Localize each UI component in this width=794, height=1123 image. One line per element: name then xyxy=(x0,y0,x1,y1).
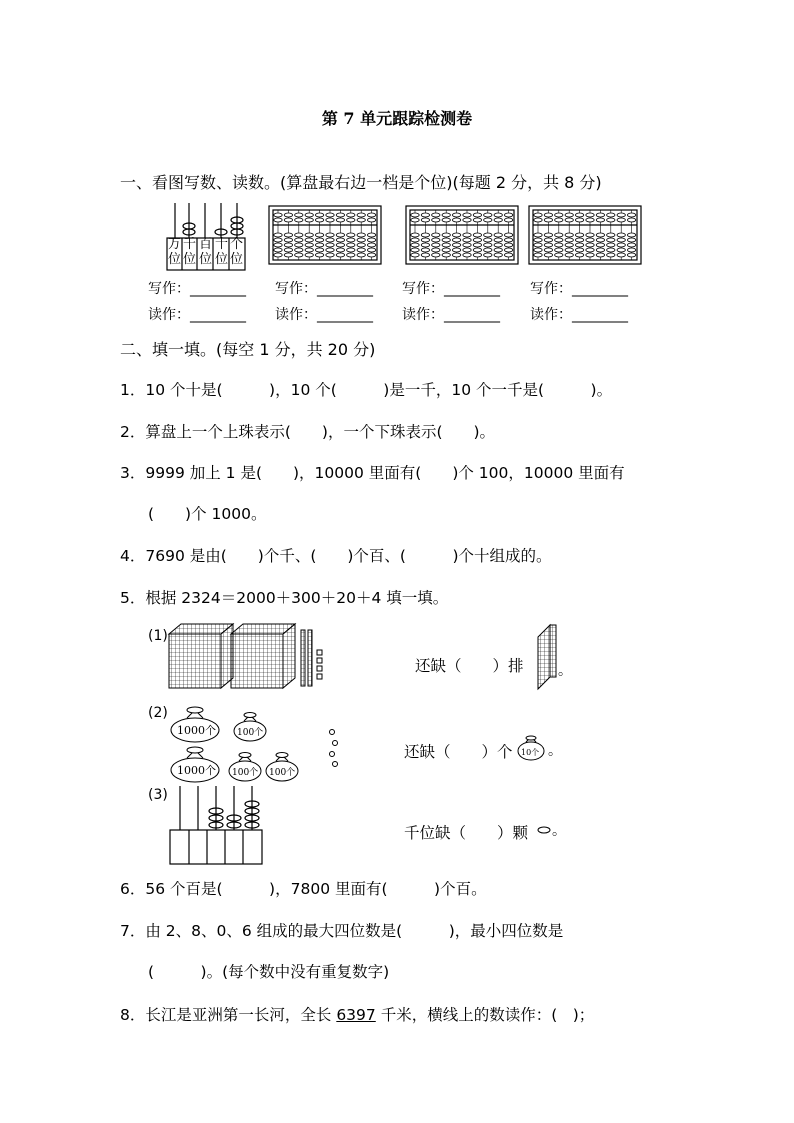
write-label-2: 写作：________ xyxy=(275,281,373,297)
q5-3-label: (3) xyxy=(148,787,168,803)
question-2: 2．算盘上一个上珠表示( )，一个下珠表示( )。 xyxy=(120,423,496,441)
write-label-4: 写作：________ xyxy=(530,281,628,297)
read-label-3: 读作：________ xyxy=(402,307,500,323)
ten-bag-icon xyxy=(516,733,566,763)
q5-3-text: 千位缺（ ）颗 xyxy=(404,824,529,842)
abacus-3 xyxy=(528,205,643,265)
bead-icon xyxy=(536,820,566,840)
counting-frame-2324 xyxy=(168,784,268,866)
question-4: 4．7690 是由( )个千、( )个百、( )个十组成的。 xyxy=(120,547,552,565)
q5-2-text: 还缺（ ）个 xyxy=(404,743,513,761)
write-label-3: 写作：________ xyxy=(402,281,500,297)
question-7b: ( )。(每个数中没有重复数字) xyxy=(148,963,390,981)
abacus-3-beads xyxy=(534,210,636,260)
question-1: 1．10 个十是( )，10 个( )是一千，10 个一千是( )。 xyxy=(120,381,613,399)
question-5: 5．根据 2324＝2000＋300＋20＋4 填一填。 xyxy=(120,589,449,607)
q5-2-label: (2) xyxy=(148,705,168,721)
base-ten-blocks-figure xyxy=(167,620,332,692)
svg-text:。: 。 xyxy=(552,823,566,839)
hundred-flat-icon xyxy=(536,623,572,691)
abacus-2-beads xyxy=(411,210,513,260)
question-8-suffix: 千米，横线上的数读作：( )； xyxy=(380,1006,595,1024)
money-bags-figure xyxy=(165,700,345,785)
page-title: 第 7 单元跟踪检测卷 xyxy=(321,109,473,128)
abacus-1 xyxy=(268,205,383,265)
question-7a: 7．由 2、8、0、6 组成的最大四位数是( )，最小四位数是 xyxy=(120,922,564,940)
place-label-0: 万位 xyxy=(168,237,182,267)
svg-text:。: 。 xyxy=(548,743,562,759)
bag-label-100-c: 100个 xyxy=(269,768,296,778)
bag-label-10: 10个 xyxy=(521,748,540,757)
read-label-1: 读作：________ xyxy=(148,307,246,323)
abacus-2 xyxy=(405,205,520,265)
bag-label-100-a: 100个 xyxy=(237,728,264,738)
place-label-4: 个位 xyxy=(230,237,244,267)
bag-label-1000-a: 1000个 xyxy=(177,724,216,737)
bag-label-100-b: 100个 xyxy=(232,768,259,778)
section1-heading: 一、看图写数、读数。(算盘最右边一档是个位)(每题 2 分，共 8 分) xyxy=(120,173,602,192)
place-label-1: 千位 xyxy=(183,237,197,267)
read-label-4: 读作：________ xyxy=(530,307,628,323)
read-label-2: 读作：________ xyxy=(275,307,373,323)
q5-1-text: 还缺（ ）排 xyxy=(415,657,524,675)
place-label-2: 百位 xyxy=(199,237,213,267)
question-3b: ( )个 1000。 xyxy=(148,505,267,523)
question-6: 6．56 个百是( )，7800 里面有( )个百。 xyxy=(120,880,487,898)
question-8 xyxy=(120,1003,594,1025)
bag-label-1000-b: 1000个 xyxy=(177,764,216,777)
place-label-3: 十位 xyxy=(215,237,229,267)
section2-heading: 二、填一填。(每空 1 分，共 20 分) xyxy=(120,340,376,359)
svg-text:。: 。 xyxy=(558,663,572,679)
question-8-prefix: 8．长江是亚洲第一长河，全长 xyxy=(120,1006,332,1024)
question-8-number: 6397 xyxy=(336,1006,376,1024)
abacus-1-beads xyxy=(274,210,376,260)
write-label-1: 写作：________ xyxy=(148,281,246,297)
question-3a: 3．9999 加上 1 是( )，10000 里面有( )个 100，10000 里面有 xyxy=(120,464,625,482)
q5-1-label: (1) xyxy=(148,628,168,644)
